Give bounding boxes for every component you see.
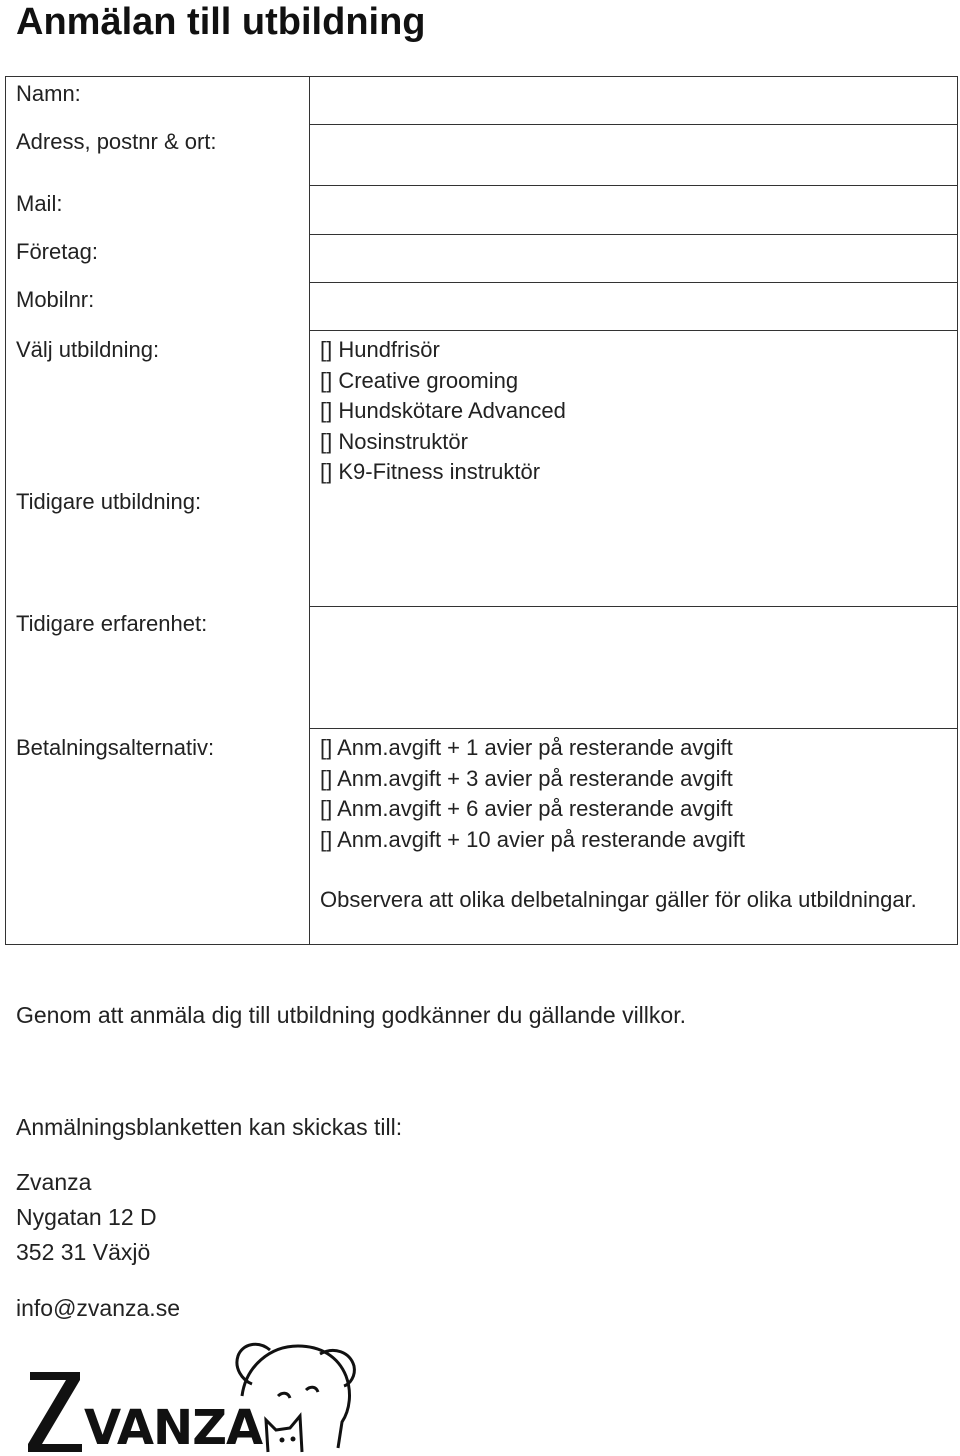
mobile-label-cell bbox=[6, 283, 310, 331]
payment-label: Betalningsalternativ: bbox=[16, 734, 215, 760]
name-field[interactable] bbox=[310, 77, 958, 125]
payment-option[interactable]: [] Anm.avgift + 10 avier på resterande avgift bbox=[320, 826, 745, 852]
course-options-cell bbox=[310, 331, 958, 607]
mail-label: Mail: bbox=[16, 190, 63, 216]
zvanza-logo bbox=[20, 1336, 360, 1454]
mobile-label: Mobilnr: bbox=[16, 286, 95, 312]
course-option[interactable]: [] Creative grooming bbox=[320, 367, 519, 393]
svg-text:VANZA: VANZA bbox=[84, 1400, 263, 1454]
address-street: Nygatan 12 D bbox=[16, 1204, 157, 1230]
address-field[interactable] bbox=[310, 125, 958, 186]
course-label-cell bbox=[6, 331, 310, 607]
course-option[interactable]: [] Nosinstruktör bbox=[320, 428, 468, 454]
company-label-cell bbox=[6, 235, 310, 283]
send-to-label: Anmälningsblanketten kan skickas till: bbox=[16, 1114, 403, 1140]
previous-experience-field[interactable] bbox=[310, 607, 958, 729]
address-city: 352 31 Växjö bbox=[16, 1239, 151, 1265]
payment-label-cell bbox=[6, 729, 310, 945]
page-title: Anmälan till utbildning bbox=[16, 1, 426, 43]
payment-option[interactable]: [] Anm.avgift + 3 avier på resterande avgift bbox=[320, 765, 733, 791]
address-company: Zvanza bbox=[16, 1169, 92, 1195]
payment-option[interactable]: [] Anm.avgift + 6 avier på resterande avgift bbox=[320, 796, 733, 821]
course-option[interactable]: [] K9-Fitness instruktör bbox=[320, 459, 541, 484]
payment-options-cell bbox=[310, 729, 958, 945]
course-label: Välj utbildning: bbox=[16, 336, 160, 362]
previous-education-label: Tidigare utbildning: bbox=[16, 489, 202, 514]
company-label: Företag: bbox=[16, 238, 98, 264]
experience-label-cell bbox=[6, 607, 310, 729]
course-option[interactable]: [] Hundskötare Advanced bbox=[320, 398, 566, 423]
registration-form bbox=[5, 76, 958, 945]
payment-option[interactable]: [] Anm.avgift + 1 avier på resterande avgift bbox=[320, 735, 733, 760]
payment-note: Observera att olika delbetalningar gäller för olika utbildningar. bbox=[320, 887, 917, 912]
course-option[interactable]: [] Hundfrisör bbox=[320, 337, 440, 362]
address-label-cell bbox=[6, 125, 310, 186]
mail-field[interactable] bbox=[310, 186, 958, 235]
terms-text: Genom att anmäla dig till utbildning godkänner du gällande villkor. bbox=[16, 1002, 686, 1028]
name-label: Namn: bbox=[16, 81, 81, 106]
previous-experience-label: Tidigare erfarenhet: bbox=[16, 610, 208, 636]
contact-email[interactable]: info@zvanza.se bbox=[16, 1295, 180, 1321]
mail-label-cell bbox=[6, 186, 310, 235]
company-field[interactable] bbox=[310, 235, 958, 283]
address-label: Adress, postnr & ort: bbox=[16, 128, 217, 154]
name-label-cell bbox=[6, 77, 310, 125]
mobile-field[interactable] bbox=[310, 283, 958, 331]
